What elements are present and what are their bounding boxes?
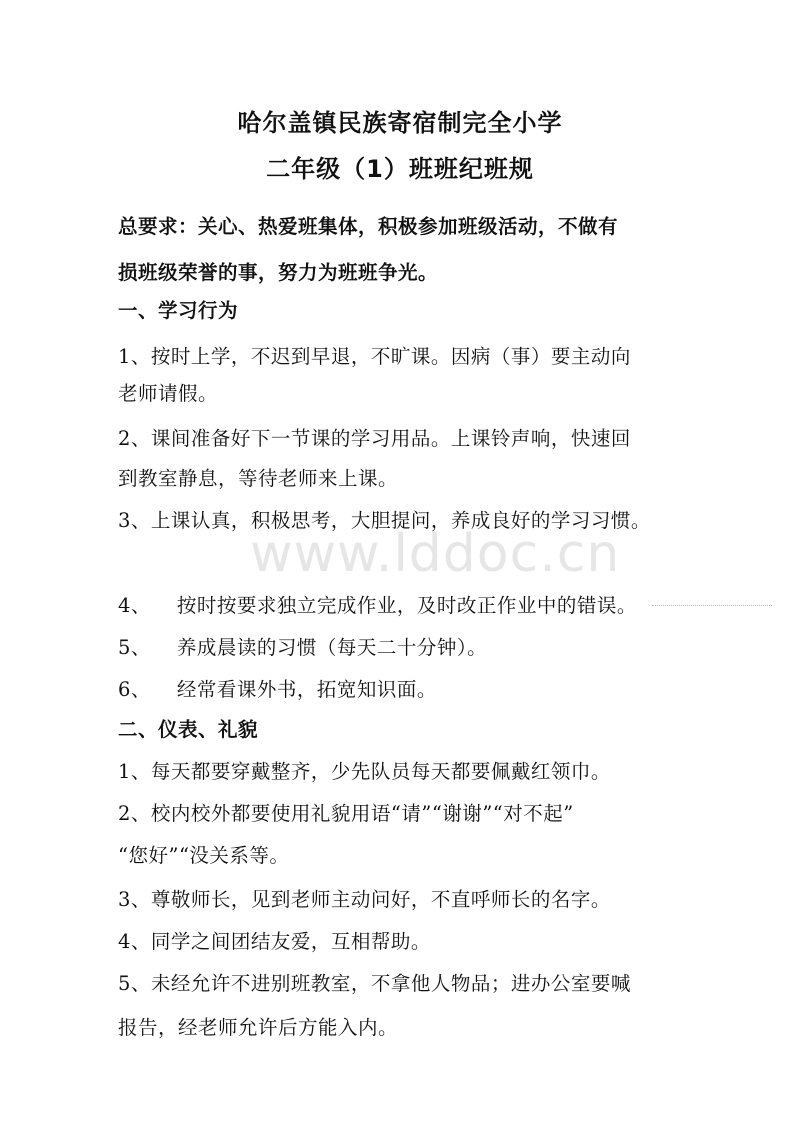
- study-rule-line: 3、上课认真，积极思考，大胆提问，养成良好的学习习惯。: [118, 509, 651, 532]
- rule-text: 按时按要求独立完成作业，及时改正作业中的错误。: [176, 594, 637, 617]
- watermark: www.lddoc.cn: [250, 524, 621, 584]
- manners-rule-line: 3、尊敬师长，见到老师主动问好，不直呼师长的名字。: [118, 888, 611, 911]
- section-heading-study: 一、学习行为: [118, 299, 239, 322]
- class-rules-title: 二年级（1）班班纪班规: [266, 155, 534, 183]
- rule-number: 5、: [118, 636, 151, 659]
- rule-text: 养成晨读的习惯（每天二十分钟）。: [176, 636, 488, 659]
- study-rule-line: 2、课间准备好下一节课的学习用品。上课铃声响，快速回: [118, 427, 631, 450]
- manners-rule-line: 2、校内校外都要使用礼貌用语“请”“谢谢”“对不起”: [118, 802, 574, 825]
- rule-number: 4、: [118, 594, 151, 617]
- rule-text: 经常看课外书，拓宽知识面。: [176, 678, 437, 701]
- manners-rule-line: 5、未经允许不进别班教室，不拿他人物品；进办公室要喊: [118, 972, 631, 995]
- study-rule-numbered: [118, 590, 637, 618]
- manners-rule-line: 1、每天都要穿戴整齐，少先队员每天都要佩戴红领巾。: [118, 760, 611, 783]
- study-rule-numbered: [118, 674, 437, 702]
- dotted-divider: [652, 605, 772, 606]
- study-rule-numbered: [118, 632, 487, 660]
- rule-number: 6、: [118, 678, 151, 701]
- section-heading-manners: 二、仪表、礼貌: [118, 718, 259, 741]
- manners-rule-line: 4、同学之间团结友爱，互相帮助。: [118, 930, 431, 953]
- school-title: 哈尔盖镇民族寄宿制完全小学: [237, 109, 563, 137]
- general-requirement-line-1: 总要求：关心、热爱班集体，积极参加班级活动，不做有: [118, 215, 619, 238]
- study-rule-line: 老师请假。: [118, 382, 219, 405]
- manners-rule-line: 报告，经老师允许后方能入内。: [118, 1016, 399, 1039]
- manners-rule-line: “您好”“没关系等。: [118, 844, 290, 867]
- general-requirement-line-2: 损班级荣誉的事，努力为班班争光。: [118, 261, 439, 284]
- study-rule-line: 到教室静息，等待老师来上课。: [118, 467, 399, 490]
- study-rule-line: 1、按时上学，不迟到早退，不旷课。因病（事）要主动向: [118, 345, 631, 368]
